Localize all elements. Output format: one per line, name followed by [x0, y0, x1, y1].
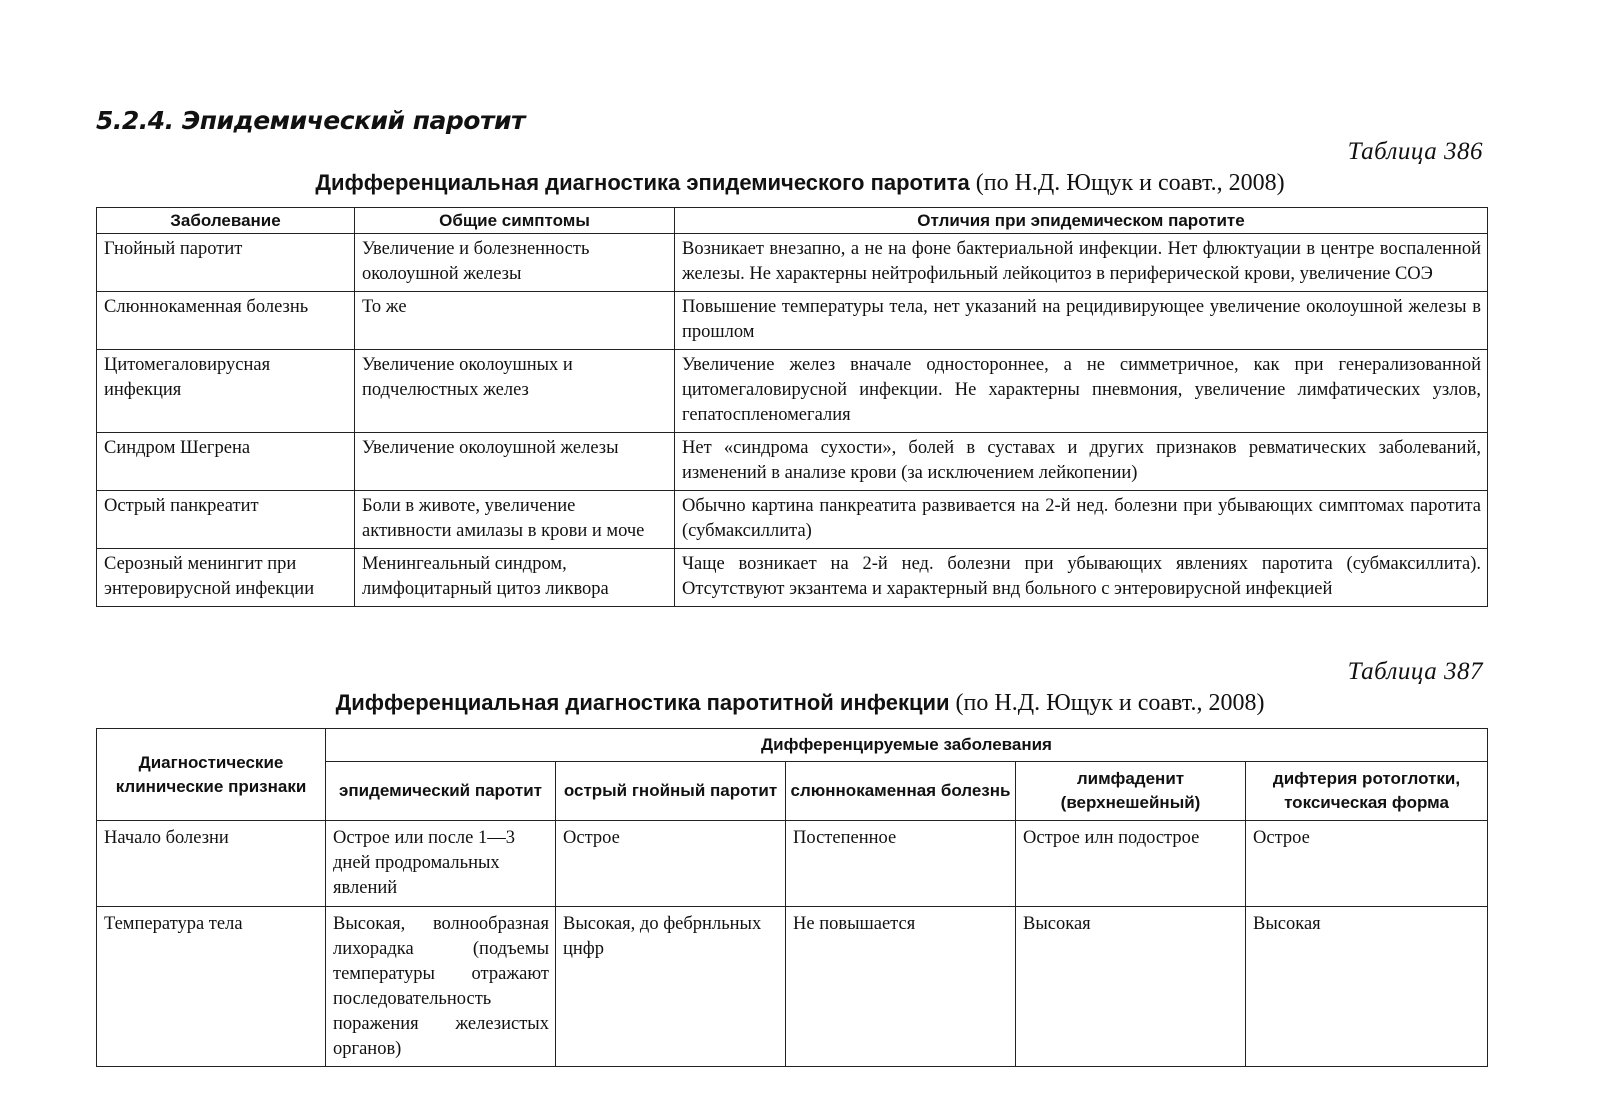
table-cell: Слюннокаменная болезнь — [97, 292, 355, 350]
table-cell: Острое — [556, 821, 786, 907]
column-header-differences: Отличия при эпидемическом паротите — [675, 208, 1488, 234]
table-row — [97, 234, 1488, 292]
table-row — [97, 491, 1488, 549]
table-row — [97, 821, 1488, 907]
table-cell: Острый панкреатит — [97, 491, 355, 549]
table-cell: Менингеальный синдром, лимфоцитарный цитоз ликвора — [355, 549, 675, 607]
table-387-title-source: (по Н.Д. Ющук и соавт., 2008) — [949, 690, 1265, 716]
table-cell: Гнойный паротит — [97, 234, 355, 292]
section-heading: 5.2.4. Эпидемический паротит — [96, 106, 525, 135]
table-387-title-main: Дифференциальная диагностика паротитной инфекции — [335, 690, 950, 715]
table-cell: Не повышается — [786, 907, 1016, 1067]
column-header-lymphadenitis: лимфаденит (верхнешейный) — [1016, 762, 1246, 821]
table-cell: Высокая, до фебрнльных цнфр — [556, 907, 786, 1067]
table-cell: Высокая, волнообразная лихорадка (подъемы температуры отражают последовательность поражения железистых органов) — [326, 907, 556, 1067]
table-cell: Острое — [1246, 821, 1488, 907]
column-header-epidemic-parotitis: эпидемический паротит — [326, 762, 556, 821]
table-386 — [96, 207, 1488, 607]
column-header-common-symptoms: Общие симптомы — [355, 208, 675, 234]
table-cell: Острое илн подострое — [1016, 821, 1246, 907]
column-header-disease: Заболевание — [97, 208, 355, 234]
table-387-number: Таблица 387 — [1347, 658, 1483, 685]
table-386-title-source: (по Н.Д. Ющук и соавт., 2008) — [969, 170, 1285, 196]
table-cell: Синдром Шегрена — [97, 433, 355, 491]
table-cell: Повышение температуры тела, нет указаний на рецидивирующее увеличение околоушной железы в прошлом — [675, 292, 1488, 350]
table-386-header-row — [97, 208, 1488, 234]
table-row — [97, 292, 1488, 350]
table-cell: Постепенное — [786, 821, 1016, 907]
table-cell: То же — [355, 292, 675, 350]
table-cell: Увеличение желез вначале одностороннее, а не симметричное, как при генерализованной цитомегаловирусной инфекции. Не характерны пневмония, увеличение лимфатических узлов, гепатоспленомегалия — [675, 350, 1488, 433]
table-row — [97, 350, 1488, 433]
table-cell: Острое или после 1—3 дней продромальных явлений — [326, 821, 556, 907]
table-cell: Увеличение и болезненность околоушной железы — [355, 234, 675, 292]
table-386-title — [0, 170, 1600, 197]
table-cell: Цитомегаловирусная инфекция — [97, 350, 355, 433]
table-387-group-header-row — [97, 729, 1488, 762]
column-header-sialolithiasis: слюннокаменная болезнь — [786, 762, 1016, 821]
table-cell: Температура тела — [97, 907, 326, 1067]
column-header-purulent-parotitis: острый гнойный паротит — [556, 762, 786, 821]
table-cell: Высокая — [1016, 907, 1246, 1067]
table-387 — [96, 728, 1488, 1067]
table-cell: Высокая — [1246, 907, 1488, 1067]
table-386-number: Таблица 386 — [1347, 138, 1483, 165]
table-387-title — [0, 690, 1600, 717]
table-row — [97, 907, 1488, 1067]
table-cell: Увеличение околоушной железы — [355, 433, 675, 491]
table-cell: Чаще возникает на 2-й нед. болезни при убывающих явлениях паротита (субмаксиллита). Отсутствуют экзантема и характерный внд больного с энтеровирусной инфекцией — [675, 549, 1488, 607]
column-header-diagnostic-signs: Диагностические клинические признаки — [97, 729, 326, 821]
table-cell: Начало болезни — [97, 821, 326, 907]
table-cell: Боли в животе, увеличение активности амилазы в крови и моче — [355, 491, 675, 549]
table-386-title-main: Дифференциальная диагностика эпидемического паротита — [315, 170, 970, 195]
table-row — [97, 549, 1488, 607]
table-cell: Нет «синдрома сухости», болей в суставах и других признаков ревматических заболеваний, изменений в анализе крови (за исключением лейкопении) — [675, 433, 1488, 491]
table-cell: Возникает внезапно, а не на фоне бактериальной инфекции. Нет флюктуации в центре воспаленной железы. Не характерны нейтрофильный лейкоцитоз в периферической крови, увеличение СОЭ — [675, 234, 1488, 292]
column-header-diphtheria: дифтерия ротоглотки, токсическая форма — [1246, 762, 1488, 821]
table-cell: Серозный менингит при энтеровирусной инфекции — [97, 549, 355, 607]
table-cell: Увеличение околоушных и подчелюстных желез — [355, 350, 675, 433]
column-group-header-diseases: Дифференцируемые заболевания — [326, 729, 1488, 762]
table-row — [97, 433, 1488, 491]
table-cell: Обычно картина панкреатита развивается на 2-й нед. болезни при убывающих симптомах паротита (субмаксиллита) — [675, 491, 1488, 549]
